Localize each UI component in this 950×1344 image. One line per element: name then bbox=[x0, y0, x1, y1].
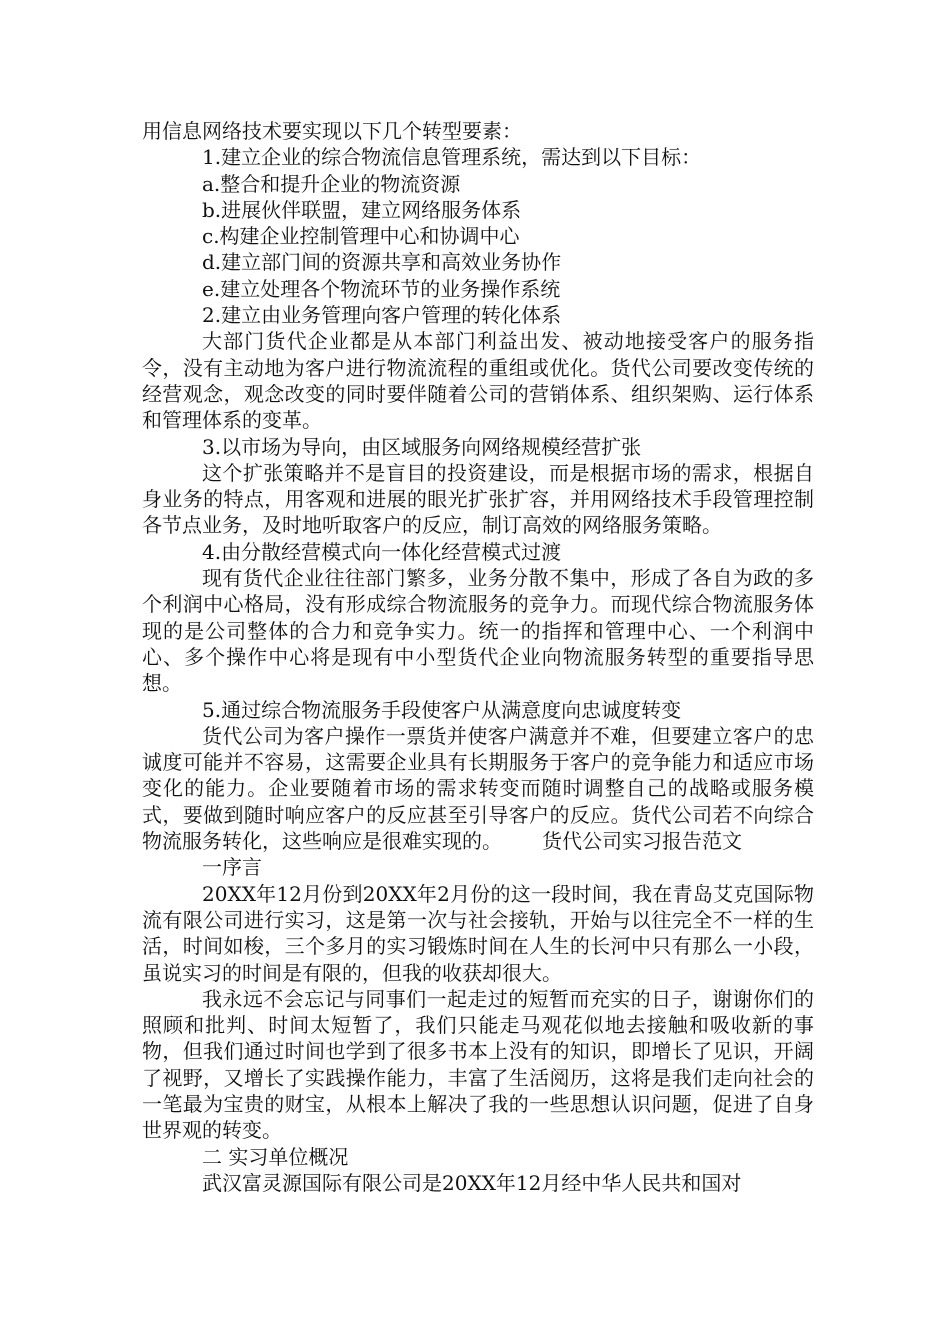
numbered-heading: 1.建立企业的综合物流信息管理系统，需达到以下目标： bbox=[202, 145, 702, 170]
body-paragraph-with-title bbox=[142, 723, 814, 854]
section-heading: 二 实习单位概况 bbox=[202, 1144, 349, 1169]
body-paragraph: 我永远不会忘记与同事们一起走过的短暂而充实的日子，谢谢你们的照顾和批判、时间太短暂了，我们只能走马观花似地去接触和吸收新的事物，但我们通过时间也学到了很多书本上没有的知识，即增长了见识，开阔了视野，又增长了实践操作能力，丰富了生活阅历，这将是我们走向社会的一笔最为宝贵的财宝，从根本上解决了我的一些思想认识问题，促进了自身世界观的转变。 bbox=[142, 986, 814, 1143]
list-item: a.整合和提升企业的物流资源 bbox=[202, 171, 461, 196]
numbered-heading: 4.由分散经营模式向一体化经营模式过渡 bbox=[202, 539, 562, 564]
body-paragraph-text: 货代公司为客户操作一票货并使客户满意并不难，但要建立客户的忠诚度可能并不容易，这需要企业具有长期服务于客户的竞争能力和适应市场变化的能力。企业要随着市场的需求转变而随时调整自己的战略或服务模式，要做到随时响应客户的反应甚至引导客户的反应。货代公司若不向综合物流服务转化，这些响应是很难实现的。 bbox=[142, 723, 814, 854]
list-item: e.建立处理各个物流环节的业务操作系统 bbox=[202, 276, 561, 301]
text-line: 武汉富灵源国际有限公司是20XX年12月经中华人民共和国对 bbox=[202, 1170, 742, 1195]
body-paragraph: 20XX年12月份到20XX年2月份的这一段时间，我在青岛艾克国际物流有限公司进行实习，这是第一次与社会接轨，开始与以往完全不一样的生活，时间如梭，三个多月的实习锻炼时间在人生的长河中只有那么一小段，虽说实习的时间是有限的，但我的收获却很大。 bbox=[142, 881, 814, 985]
document-body bbox=[142, 118, 814, 1196]
text-line: 用信息网络技术要实现以下几个转型要素： bbox=[142, 119, 522, 143]
body-paragraph: 现有货代企业往往部门繁多，业务分散不集中，形成了各自为政的多个利润中心格局，没有形成综合物流服务的竞争力。而现代综合物流服务体现的是公司整体的合力和竞争实力。统一的指挥和管理中心、一个利润中心、多个操作中心将是现有中小型货代企业向物流服务转型的重要指导思想。 bbox=[142, 566, 814, 696]
body-paragraph: 这个扩张策略并不是盲目的投资建设，而是根据市场的需求，根据自身业务的特点，用客观和进展的眼光扩张扩容，并用网络技术手段管理控制各节点业务，及时地听取客户的反应，制订高效的网络服务策略。 bbox=[142, 460, 814, 538]
list-item: b.进展伙伴联盟，建立网络服务体系 bbox=[202, 197, 522, 222]
report-title: 货代公司实习报告范文 bbox=[542, 829, 742, 854]
list-item: c.构建企业控制管理中心和协调中心 bbox=[202, 224, 520, 249]
list-item: d.建立部门间的资源共享和高效业务协作 bbox=[202, 250, 562, 275]
numbered-heading: 5.通过综合物流服务手段使客户从满意度向忠诚度转变 bbox=[202, 697, 682, 722]
body-paragraph: 大部门货代企业都是从本部门利益出发、被动地接受客户的服务指令，没有主动地为客户进行物流流程的重组或优化。货代公司要改变传统的经营观念，观念改变的同时要伴随着公司的营销体系、组织架购、运行体系和管理体系的变革。 bbox=[142, 329, 814, 433]
numbered-heading: 2.建立由业务管理向客户管理的转化体系 bbox=[202, 303, 562, 328]
numbered-heading: 3.以市场为导向，由区域服务向网络规模经营扩张 bbox=[202, 434, 642, 459]
section-heading: 一序言 bbox=[202, 855, 262, 880]
